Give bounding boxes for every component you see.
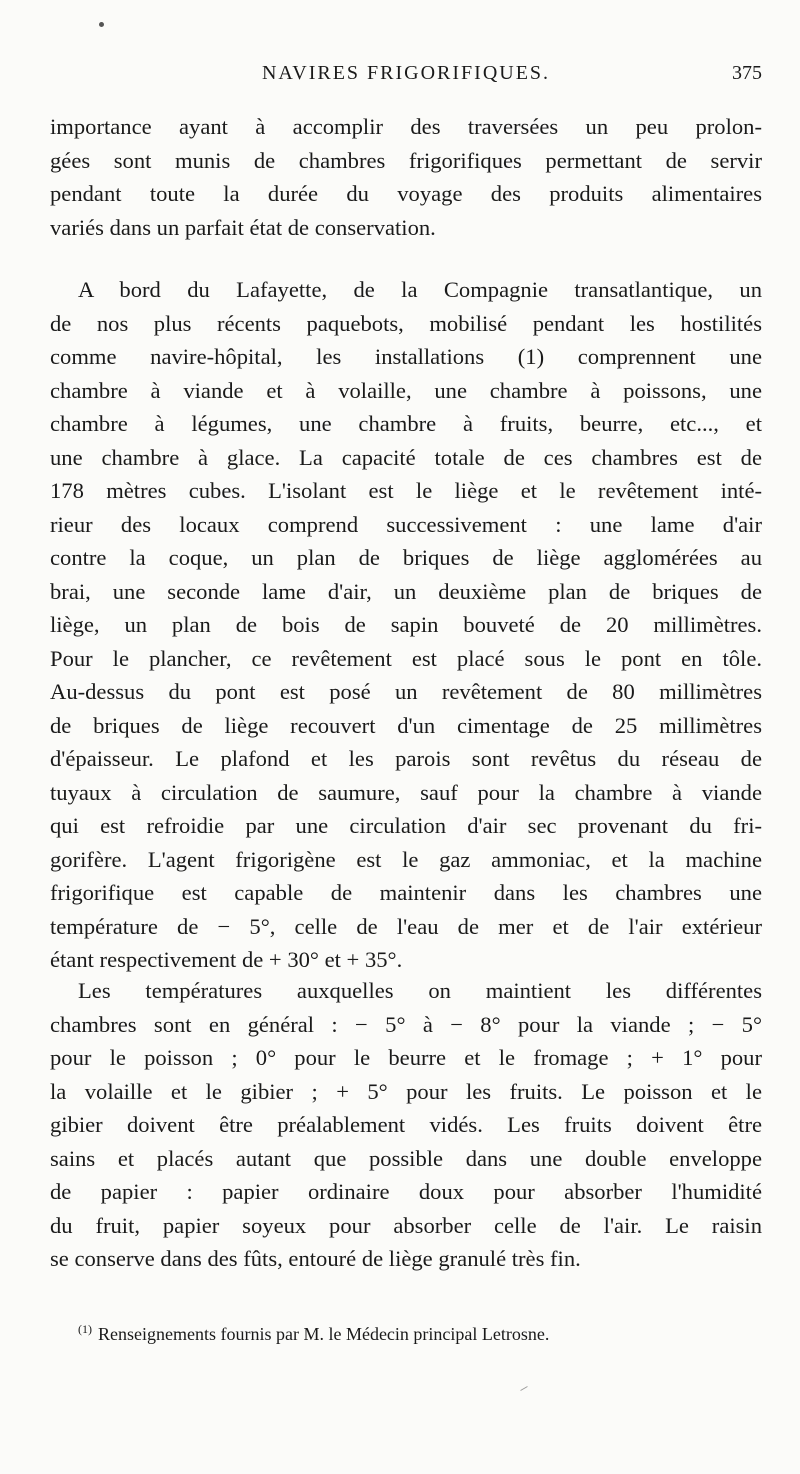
text-line: liège, un plan de bois de sapin bouveté de 20 millimètres. <box>50 612 762 637</box>
text-line: se conserve dans des fûts, entouré de liège granulé très fin. <box>50 1246 581 1271</box>
text-line: frigorifique est capable de maintenir dans les chambres une <box>50 880 762 905</box>
text-line: variés dans un parfait état de conservation. <box>50 214 436 240</box>
text-line: Au-dessus du pont est posé un revêtement de 80 millimètres <box>50 679 762 704</box>
text-line: température de − 5°, celle de l'eau de mer et de l'air extérieur <box>50 913 762 939</box>
page-header <box>50 58 762 94</box>
text-line: pour le poisson ; 0° pour le beurre et le fromage ; + 1° pour <box>50 1045 762 1070</box>
text-line: Pour le plancher, ce revêtement est placé sous le pont en tôle. <box>50 645 762 671</box>
text-line: de briques de liège recouvert d'un cimentage de 25 millimètres <box>50 712 762 738</box>
text-line: importance ayant à accomplir des traversées un peu prolon- <box>50 114 762 139</box>
paragraph-3 <box>50 974 762 1276</box>
text-line: 178 mètres cubes. L'isolant est le liège et le revêtement inté- <box>50 478 762 503</box>
text-line: chambre à légumes, une chambre à fruits, beurre, etc..., et <box>50 411 762 436</box>
text-line: étant respectivement de + 30° et + 35°. <box>50 947 403 972</box>
text-line: brai, une seconde lame d'air, un deuxième plan de briques de <box>50 578 762 604</box>
text-line: tuyaux à circulation de saumure, sauf pour la chambre à viande <box>50 779 762 805</box>
footnote <box>78 1322 768 1345</box>
footnote-text: Renseignements fournis par M. le Médecin principal Letrosne. <box>98 1324 550 1344</box>
ink-speck <box>99 22 104 27</box>
text-line: du fruit, papier soyeux pour absorber celle de l'air. Le raisin <box>50 1212 762 1238</box>
text-line: gibier doivent être préalablement vidés. Les fruits doivent être <box>50 1112 762 1137</box>
text-line: d'épaisseur. Le plafond et les parois sont revêtus du réseau de <box>50 746 762 771</box>
text-line: chambres sont en général : − 5° à − 8° pour la viande ; − 5° <box>50 1011 762 1037</box>
text-line: gées sont munis de chambres frigorifiques permettant de servir <box>50 147 762 173</box>
paper-mark <box>520 1386 527 1391</box>
text-line: la volaille et le gibier ; + 5° pour les fruits. Le poisson et le <box>50 1078 762 1104</box>
text-line: une chambre à glace. La capacité totale de ces chambres est de <box>50 444 762 470</box>
text-line: comme navire-hôpital, les installations (1) comprennent une <box>50 344 762 369</box>
text-line: qui est refroidie par une circulation d'air sec provenant du fri- <box>50 813 762 838</box>
text-line: A bord du Lafayette, de la Compagnie transatlantique, un <box>78 277 762 302</box>
text-line: contre la coque, un plan de briques de liège agglomérées au <box>50 545 762 570</box>
text-line: sains et placés autant que possible dans une double enveloppe <box>50 1145 762 1171</box>
text-line: pendant toute la durée du voyage des produits alimentaires <box>50 181 762 206</box>
text-line: chambre à viande et à volaille, une chambre à poissons, une <box>50 377 762 403</box>
paragraph-1 <box>50 110 762 244</box>
footnote-marker: (1) <box>78 1322 92 1336</box>
text-line: gorifère. L'agent frigorigène est le gaz ammoniac, et la machine <box>50 846 762 872</box>
running-title: NAVIRES FRIGORIFIQUES. <box>261 62 551 84</box>
text-line: rieur des locaux comprend successivement : une lame d'air <box>50 511 762 537</box>
paragraph-2 <box>50 273 762 977</box>
text-line: Les températures auxquelles on maintient les différentes <box>78 978 762 1003</box>
page-number: 375 <box>732 62 762 84</box>
text-line: de papier : papier ordinaire doux pour absorber l'humidité <box>50 1179 762 1204</box>
text-line: de nos plus récents paquebots, mobilisé pendant les hostilités <box>50 310 762 336</box>
